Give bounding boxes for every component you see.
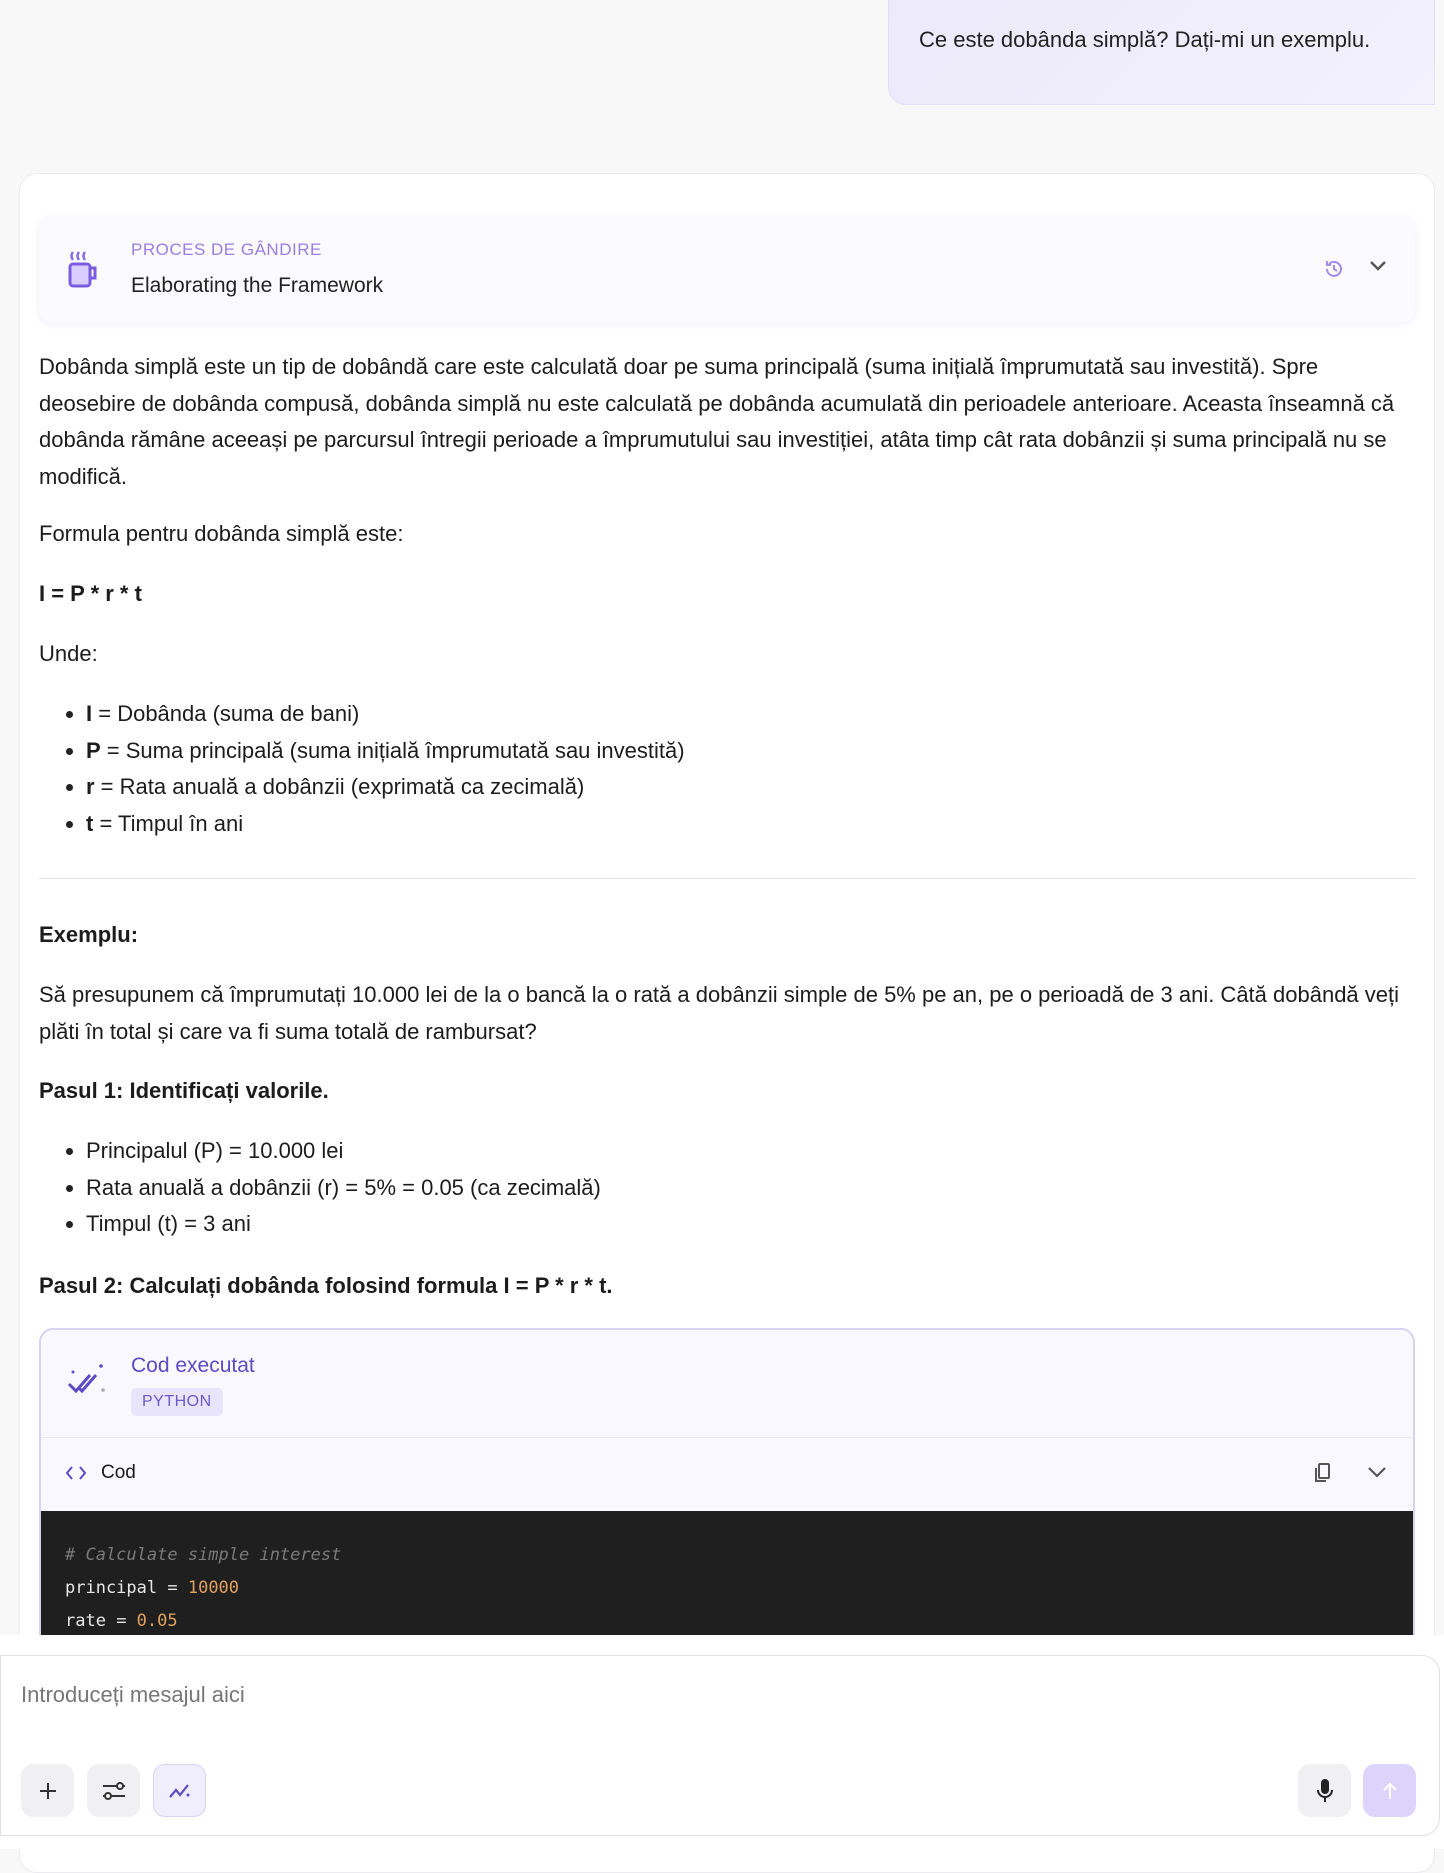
code-execution-block	[39, 1328, 1415, 1668]
microphone-icon	[1316, 1778, 1334, 1804]
sparkle-chart-icon	[168, 1781, 192, 1801]
code-section-label: Cod	[101, 1462, 136, 1483]
coffee-cup-icon	[67, 250, 101, 290]
magic-button[interactable]	[153, 1764, 206, 1817]
list-item: I = Dobânda (suma de bani)	[39, 696, 1419, 733]
user-message-bubble	[888, 0, 1435, 105]
chevron-down-icon[interactable]	[1369, 260, 1387, 272]
plus-icon	[38, 1781, 58, 1801]
send-button[interactable]	[1363, 1764, 1416, 1817]
list-item: Principalul (P) = 10.000 lei	[39, 1133, 1419, 1170]
variables-list	[39, 696, 1419, 842]
intro-paragraph: Dobânda simplă este un tip de dobândă care este calculată doar pe suma principală (suma inițială împrumutată sau investită). Spre deosebire de dobânda compusă, dobânda simplă nu este calculată pe dobânda acumulată din perioadele anterioare. Aceasta înseamnă că dobânda rămâne aceeași pe parcursul întregii perioade a împrumutului sau investiției, atâta timp cât rata dobânzii și suma principală nu se modifică.	[39, 354, 1395, 489]
microphone-button[interactable]	[1298, 1764, 1351, 1817]
step1-list	[39, 1133, 1419, 1243]
list-item: t = Timpul în ani	[39, 806, 1419, 843]
double-check-icon	[65, 1358, 109, 1398]
list-item: Timpul (t) = 3 ani	[39, 1206, 1419, 1243]
user-message-text: Ce este dobânda simplă? Dați-mi un exemplu.	[919, 27, 1371, 52]
add-button[interactable]	[21, 1764, 74, 1817]
code-brackets-icon	[65, 1464, 87, 1482]
history-icon[interactable]	[1323, 258, 1345, 280]
copy-icon[interactable]	[1313, 1462, 1333, 1484]
code-block-title: Cod executat	[131, 1354, 255, 1377]
language-badge: PYTHON	[131, 1388, 223, 1416]
step2-heading: Pasul 2: Calculați dobânda folosind formula I = P * r * t.	[39, 1273, 613, 1298]
code-line: # Calculate simple interest	[65, 1545, 342, 1565]
list-item: Rata anuală a dobânzii (r) = 5% = 0.05 (ca zecimală)	[39, 1170, 1419, 1207]
where-label: Unde:	[39, 641, 98, 666]
arrow-up-icon	[1382, 1781, 1398, 1801]
formula-intro: Formula pentru dobânda simplă este:	[39, 521, 404, 546]
code-line: rate = 0.05	[65, 1611, 178, 1631]
message-input[interactable]: Introduceți mesajul aici	[21, 1682, 245, 1707]
divider	[39, 878, 1415, 879]
list-item: P = Suma principală (suma inițială împrumutată sau investită)	[39, 733, 1419, 770]
chevron-down-icon[interactable]	[1367, 1466, 1387, 1478]
list-item: r = Rata anuală a dobânzii (exprimată ca zecimală)	[39, 769, 1419, 806]
thinking-panel[interactable]	[39, 216, 1415, 322]
step1-heading: Pasul 1: Identificați valorile.	[39, 1078, 329, 1103]
example-heading: Exemplu:	[39, 922, 139, 947]
settings-button[interactable]	[87, 1764, 140, 1817]
thinking-label: PROCES DE GÂNDIRE	[131, 240, 322, 259]
formula: I = P * r * t	[39, 581, 142, 606]
message-composer	[0, 1655, 1440, 1836]
code-section-header[interactable]	[41, 1438, 1413, 1511]
example-text: Să presupunem că împrumutați 10.000 lei de la o bancă la o rată a dobânzii simple de 5% pe an, pe o perioadă de 3 ani. Câtă dobândă veți plăti în total și care va fi suma totală de rambursat?	[39, 982, 1400, 1044]
sliders-icon	[101, 1780, 127, 1802]
thinking-title: Elaborating the Framework	[131, 274, 384, 297]
code-line: principal = 10000	[65, 1578, 240, 1598]
